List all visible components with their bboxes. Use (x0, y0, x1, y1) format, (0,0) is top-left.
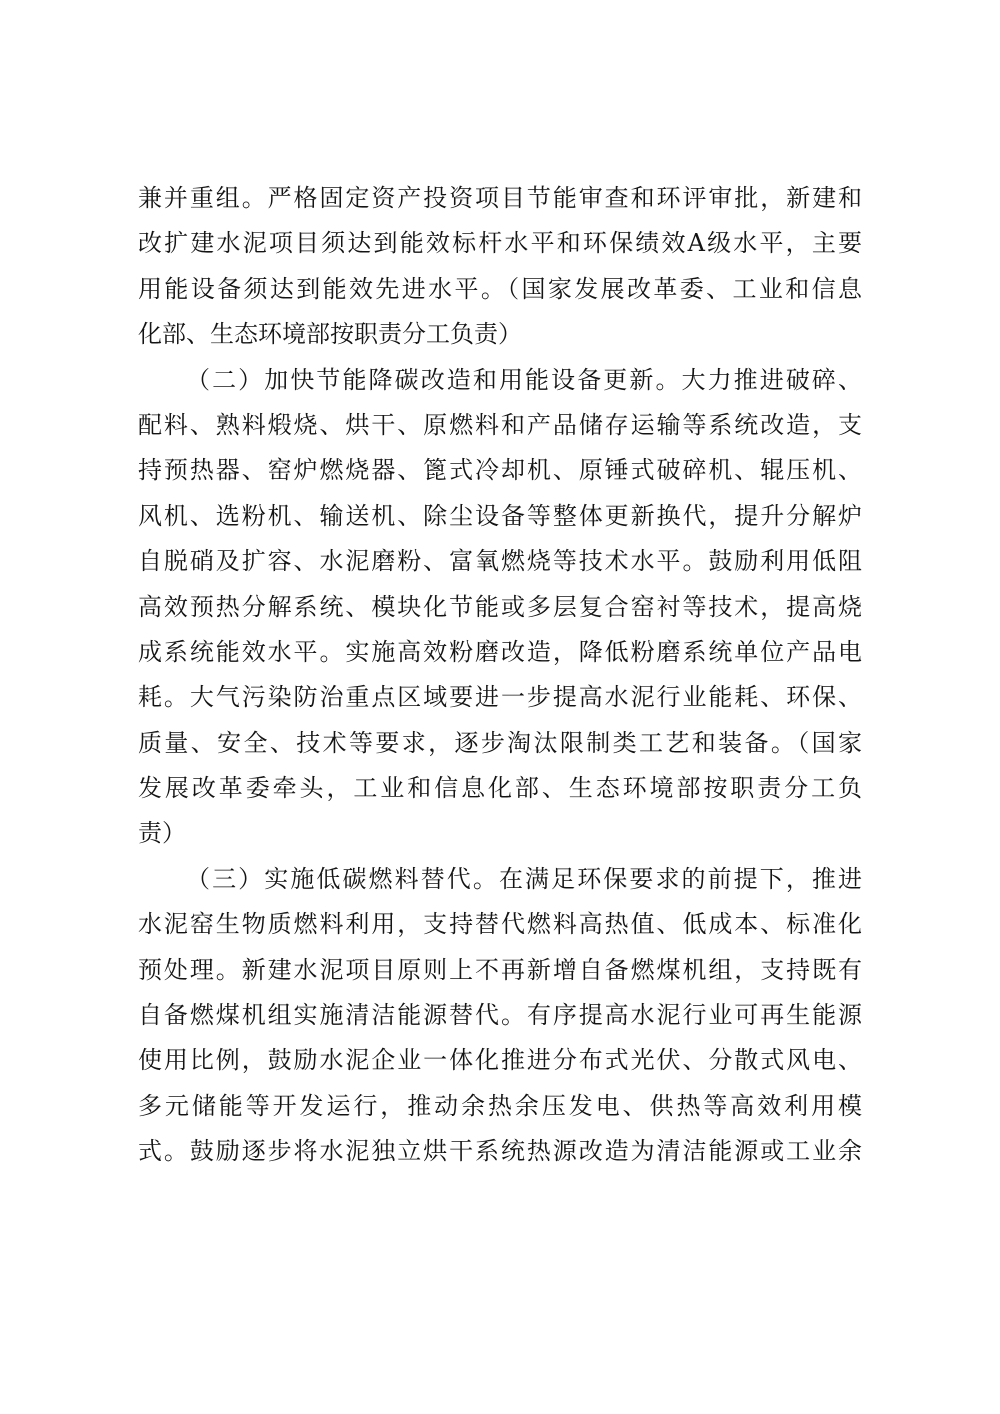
text-line: 配料、熟料煅烧、烘干、原燃料和产品储存运输等系统改造，支 (138, 410, 862, 439)
text-line: 高效预热分解系统、模块化节能或多层复合窑衬等技术，提高烧 (138, 592, 862, 621)
text-line: 自脱硝及扩容、水泥磨粉、富氧燃烧等技术水平。鼓励利用低阻 (138, 547, 862, 576)
text-line: 质量、安全、技术等要求，逐步淘汰限制类工艺和装备。（国家 (138, 728, 862, 757)
text-line: 自备燃煤机组实施清洁能源替代。有序提高水泥行业可再生能源 (138, 1001, 862, 1030)
text-line: 兼并重组。严格固定资产投资项目节能审查和环评审批，新建和 (138, 184, 862, 212)
text-line: 水泥窑生物质燃料利用，支持替代燃料高热值、低成本、标准化 (138, 910, 862, 939)
text-line: 使用比例，鼓励水泥企业一体化推进分布式光伏、分散式风电、 (138, 1046, 862, 1075)
text-line: 发展改革委牵头，工业和信息化部、生态环境部按职责分工负 (138, 774, 862, 803)
text-line: 风机、选粉机、输送机、除尘设备等整体更新换代，提升分解炉 (138, 501, 862, 530)
text-line: 责） (138, 819, 186, 848)
text-line: 成系统能效水平。实施高效粉磨改造，降低粉磨系统单位产品电 (138, 637, 862, 666)
text-line: 式。鼓励逐步将水泥独立烘干系统热源改造为清洁能源或工业余 (138, 1137, 862, 1166)
text-line: 用能设备须达到能效先进水平。（国家发展改革委、工业和信息 (138, 274, 862, 303)
text-line: 化部、生态环境部按职责分工负责） (138, 320, 522, 349)
body-text (138, 176, 862, 1175)
section-heading-line: （三）实施低碳燃料替代。在满足环保要求的前提下，推进 (186, 864, 862, 893)
section-heading-line: （二）加快节能降碳改造和用能设备更新。大力推进破碎、 (186, 365, 862, 394)
text-line: 预处理。新建水泥项目原则上不再新增自备燃煤机组，支持既有 (138, 955, 862, 984)
text-line: 多元储能等开发运行，推动余热余压发电、供热等高效利用模 (138, 1091, 862, 1120)
text-line: 耗。大气污染防治重点区域要进一步提高水泥行业能耗、环保、 (138, 683, 862, 712)
text-line: 持预热器、窑炉燃烧器、篦式冷却机、原锤式破碎机、辊压机、 (138, 456, 862, 485)
text-line: 改扩建水泥项目须达到能效标杆水平和环保绩效A级水平，主要 (138, 229, 862, 258)
